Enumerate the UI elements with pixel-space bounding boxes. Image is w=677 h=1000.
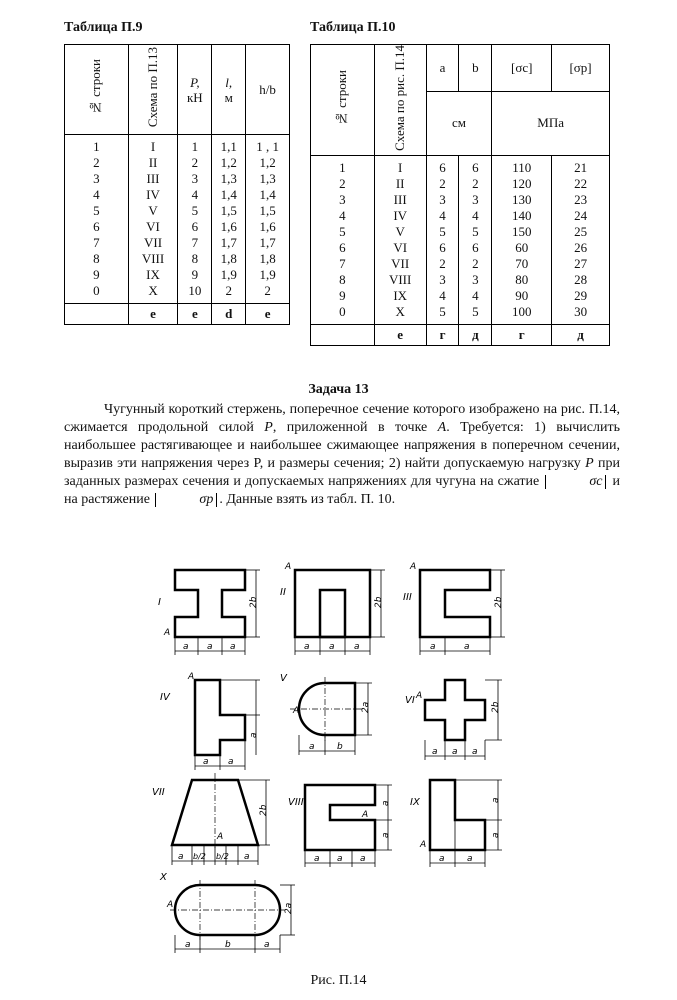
table9-cell: 1,7 <box>246 235 290 251</box>
table9-h-kn: кН <box>186 89 203 105</box>
dim-2b-III: 2b <box>494 596 504 608</box>
table9-caption: Таблица П.9 <box>64 20 143 35</box>
table9-row <box>65 203 290 219</box>
label-A-VIII: A <box>362 810 369 820</box>
table9-cell: 9 <box>178 267 212 283</box>
table10-h-sigp: [σp] <box>552 45 610 92</box>
table9-cell: III <box>128 171 178 187</box>
table9-footer-cell: d <box>212 304 246 325</box>
table9-cell: 1,9 <box>246 267 290 283</box>
dim-a-III-2: a <box>464 642 470 652</box>
table10-h-b: b <box>459 45 492 92</box>
table9-cell: 5 <box>65 203 129 219</box>
table9-cell: 1,4 <box>212 187 246 203</box>
table10-row <box>311 208 610 224</box>
table10-h-cm: см <box>426 91 492 155</box>
table9-h-hb: h/b <box>259 81 276 97</box>
table10-cell: 23 <box>552 192 610 208</box>
table9-cell: 1,2 <box>212 155 246 171</box>
table9-footer-cell <box>65 304 129 325</box>
task-text-5: и на растяжение <box>64 474 620 507</box>
table10-h-sigc: [σc] <box>492 45 552 92</box>
dim-2b-VII: 2b <box>259 804 269 816</box>
table9-cell: 2 <box>246 283 290 304</box>
table9-cell: 1,5 <box>246 203 290 219</box>
table10-row <box>311 256 610 272</box>
table9-cell: 7 <box>65 235 129 251</box>
table9-cell: 1,3 <box>212 171 246 187</box>
table9-cell: 4 <box>65 187 129 203</box>
table9-cell: 1 <box>65 135 129 156</box>
table9-cell: 1,8 <box>246 251 290 267</box>
dim-b-V: b <box>337 742 343 752</box>
table9-cell: 10 <box>178 283 212 304</box>
table9-row <box>65 187 290 203</box>
section-VIII <box>288 785 392 867</box>
section-I <box>158 570 260 655</box>
dim-a-IV-3: a <box>249 732 259 738</box>
table10-cell: 6 <box>459 240 492 256</box>
table9-cell: 1,6 <box>246 219 290 235</box>
dim-a-VI-1: a <box>432 747 438 757</box>
table10-cell: 29 <box>552 288 610 304</box>
dim-b2-VII-2: b/2 <box>216 852 229 861</box>
table10-cell: 7 <box>311 256 375 272</box>
table10-cell: 4 <box>311 208 375 224</box>
dim-a-VIII-1: a <box>314 854 320 864</box>
label-X: X <box>160 872 167 883</box>
label-A-X: A <box>167 900 174 910</box>
label-A-I: A <box>164 628 171 638</box>
label-A-II: A <box>285 562 292 572</box>
table10-cell: 90 <box>492 288 552 304</box>
dim-a-VII-2: a <box>244 852 250 862</box>
table10-cell: 120 <box>492 176 552 192</box>
dim-a-VIII-2: a <box>337 854 343 864</box>
table9-footer-cell: е <box>128 304 178 325</box>
dim-a-I-2: a <box>207 642 213 652</box>
table9-cell: 5 <box>178 203 212 219</box>
table10-cell: 4 <box>426 288 459 304</box>
figure-p14 <box>130 555 550 965</box>
table9-cell: 1,3 <box>246 171 290 187</box>
table9-cell: 4 <box>178 187 212 203</box>
table10-cell: 24 <box>552 208 610 224</box>
dim-a-II-3: a <box>354 642 360 652</box>
dim-a-VIII-5: a <box>381 832 391 838</box>
table9-h-l: l, <box>225 74 233 90</box>
table10-footer-cell: е <box>374 324 426 345</box>
table10-cell: 6 <box>426 240 459 256</box>
table10-cell: 5 <box>311 224 375 240</box>
table10-footer-cell: г <box>426 324 459 345</box>
table10-cell: 2 <box>459 256 492 272</box>
task-text <box>64 401 620 509</box>
table9-footer-row <box>65 304 290 325</box>
table9-row <box>65 219 290 235</box>
table10-cell: 3 <box>311 192 375 208</box>
table10-cell: 2 <box>426 256 459 272</box>
label-A-IX: A <box>420 840 427 850</box>
dim-a-II-1: a <box>304 642 310 652</box>
table9-cell: VI <box>128 219 178 235</box>
table10-cell: 1 <box>311 155 375 176</box>
dim-2b-I: 2b <box>249 596 259 608</box>
table10-cell: IV <box>374 208 426 224</box>
dim-a-IV-1: a <box>203 757 209 767</box>
task-text-3: . Требуется: 1) вычислить наибольшее растягивающее и наибольшее сжимающее напряжения в поперечном сечении, выразив эти напряжения через P, и размеры сечения; 2) найти допускаемую нагрузку <box>64 420 620 471</box>
label-II: II <box>280 587 286 598</box>
table10-row <box>311 192 610 208</box>
dim-b-X: b <box>225 940 231 950</box>
label-A-VI: A <box>416 691 423 701</box>
table9-row <box>65 267 290 283</box>
label-IV: IV <box>160 692 170 703</box>
dim-2b-II: 2b <box>374 596 384 608</box>
dim-a-X-1: a <box>185 940 191 950</box>
table10-cell: X <box>374 304 426 325</box>
label-A-V: A <box>293 706 300 716</box>
table9-cell: 1,5 <box>212 203 246 219</box>
table9-cell: 9 <box>65 267 129 283</box>
table10-row <box>311 288 610 304</box>
figure-caption: Рис. П.14 <box>310 973 367 988</box>
table10-cell: 3 <box>459 192 492 208</box>
table9-cell: 6 <box>65 219 129 235</box>
table9-cell: 7 <box>178 235 212 251</box>
table9-cell: 3 <box>178 171 212 187</box>
table9-h-scheme: Схема по П.13 <box>145 47 161 128</box>
table10-footer-row <box>311 324 610 345</box>
table9-row <box>65 283 290 304</box>
task-sigma-c: σc <box>545 475 606 489</box>
table9-cell: 1 <box>178 135 212 156</box>
dim-a-VIII-3: a <box>360 854 366 864</box>
label-VI: VI <box>405 695 415 706</box>
table10-cell: 2 <box>426 176 459 192</box>
dim-a-I-3: a <box>230 642 236 652</box>
table9-cell: 0 <box>65 283 129 304</box>
table10-cell: 6 <box>459 155 492 176</box>
dim-a-IX-4: a <box>491 832 501 838</box>
table9-cell: X <box>128 283 178 304</box>
table10-cell: V <box>374 224 426 240</box>
table9-cell: IV <box>128 187 178 203</box>
table10-cell: IX <box>374 288 426 304</box>
dim-2a-V: 2a <box>361 701 371 713</box>
section-X <box>159 872 295 953</box>
table10-cell: 8 <box>311 272 375 288</box>
table10-cell: 4 <box>426 208 459 224</box>
table10-footer-cell: г <box>492 324 552 345</box>
dim-a-III-1: a <box>430 642 436 652</box>
table10-cell: 27 <box>552 256 610 272</box>
table9-cell: 1,7 <box>212 235 246 251</box>
table10-cell: 9 <box>311 288 375 304</box>
table10-cell: 110 <box>492 155 552 176</box>
section-II <box>280 562 385 655</box>
table9-row <box>65 135 290 156</box>
table10-footer-cell: д <box>459 324 492 345</box>
table10-cell: 28 <box>552 272 610 288</box>
table10-cell: III <box>374 192 426 208</box>
task-text-2: , приложенной в точке <box>272 420 438 435</box>
section-VII <box>152 773 270 865</box>
label-I: I <box>158 597 161 608</box>
table10-header-row1 <box>311 45 610 92</box>
table9-cell: 3 <box>65 171 129 187</box>
label-IX: IX <box>410 797 420 808</box>
table10-h-a: a <box>426 45 459 92</box>
table9-row <box>65 251 290 267</box>
table9-footer-cell: е <box>178 304 212 325</box>
dim-a-IV-2: a <box>228 757 234 767</box>
dim-a-VI-3: a <box>472 747 478 757</box>
task-sigma-p: σp <box>155 493 217 507</box>
task-text-6: . Данные взять из табл. П. 10. <box>219 492 396 507</box>
table10-cell: 5 <box>459 304 492 325</box>
task-p-1: P <box>264 420 273 435</box>
table10-cell: VII <box>374 256 426 272</box>
table10-cell: VIII <box>374 272 426 288</box>
table9-cell: 2 <box>65 155 129 171</box>
table9-cell: 8 <box>178 251 212 267</box>
table9-cell: 1,1 <box>212 135 246 156</box>
dim-a-IX-3: a <box>491 797 501 803</box>
table9-cell: IX <box>128 267 178 283</box>
table9-cell: V <box>128 203 178 219</box>
table9-h-m: м <box>224 89 233 105</box>
dim-a-VIII-4: a <box>381 800 391 806</box>
task-a: A <box>437 420 447 435</box>
table10-cell: 6 <box>426 155 459 176</box>
table10-cell: 5 <box>459 224 492 240</box>
table10-row <box>311 176 610 192</box>
table9-footer-cell: е <box>246 304 290 325</box>
dim-2b-VI: 2b <box>491 701 501 713</box>
table10-cell: II <box>374 176 426 192</box>
table-10 <box>310 44 610 346</box>
table10-cell: 3 <box>426 192 459 208</box>
table10-cell: 150 <box>492 224 552 240</box>
label-A-IV: A <box>188 672 195 682</box>
table-9 <box>64 44 290 325</box>
table10-h-mpa: МПа <box>492 91 610 155</box>
task-text-1: Чугунный короткий стержень, поперечное сечение которого изображено на рис. П.14, сжимается продольной силой <box>64 402 620 435</box>
dim-b2-VII-1: b/2 <box>193 852 206 861</box>
table10-row <box>311 304 610 325</box>
table10-cell: 0 <box>311 304 375 325</box>
dim-a-VI-2: a <box>452 747 458 757</box>
dim-2a-X: 2a <box>284 902 294 914</box>
table10-footer-cell <box>311 324 375 345</box>
table10-footer-cell: д <box>552 324 610 345</box>
section-VI <box>405 680 502 760</box>
table10-cell: VI <box>374 240 426 256</box>
table10-caption: Таблица П.10 <box>310 20 396 35</box>
table9-cell: 1,8 <box>212 251 246 267</box>
table9-row <box>65 155 290 171</box>
table10-row <box>311 155 610 176</box>
table10-cell: 3 <box>459 272 492 288</box>
table10-cell: 70 <box>492 256 552 272</box>
table9-cell: 6 <box>178 219 212 235</box>
table10-cell: 4 <box>459 208 492 224</box>
table9-h-p: P, <box>190 74 200 90</box>
table10-cell: 4 <box>459 288 492 304</box>
table10-row <box>311 224 610 240</box>
table10-cell: 5 <box>426 304 459 325</box>
task-title: Задача 13 <box>308 382 369 397</box>
dim-a-V: a <box>309 742 315 752</box>
table9-cell: 1,2 <box>246 155 290 171</box>
task-text-4: при заданных размерах сечения и допускаемых напряжениях для чугуна на сжатие <box>64 456 621 489</box>
table9-h-row: № строки <box>88 59 104 116</box>
table10-cell: 140 <box>492 208 552 224</box>
table10-cell: 80 <box>492 272 552 288</box>
label-A-VII: A <box>217 832 224 842</box>
table9-cell: 1,4 <box>246 187 290 203</box>
table10-cell: 22 <box>552 176 610 192</box>
table9-cell: 1 , 1 <box>246 135 290 156</box>
table10-cell: 25 <box>552 224 610 240</box>
table10-cell: I <box>374 155 426 176</box>
section-III <box>403 562 505 655</box>
table9-row <box>65 235 290 251</box>
table9-cell: 1,6 <box>212 219 246 235</box>
table10-cell: 100 <box>492 304 552 325</box>
table10-cell: 21 <box>552 155 610 176</box>
table10-h-row: № строки <box>334 69 350 126</box>
table10-h-scheme: Схема по рис. П.14 <box>392 45 408 151</box>
table10-cell: 2 <box>311 176 375 192</box>
label-V: V <box>280 673 287 684</box>
label-A-III: A <box>410 562 417 572</box>
label-III: III <box>403 592 412 603</box>
section-IV <box>160 672 260 770</box>
dim-a-VII-1: a <box>178 852 184 862</box>
dim-a-I-1: a <box>183 642 189 652</box>
dim-a-IX-1: a <box>439 854 445 864</box>
section-V <box>280 673 372 755</box>
dim-a-IX-2: a <box>467 854 473 864</box>
label-VIII: VIII <box>288 797 304 808</box>
table9-header-row <box>65 45 290 135</box>
table9-cell: 2 <box>178 155 212 171</box>
table10-cell: 130 <box>492 192 552 208</box>
section-IX <box>410 780 502 867</box>
table10-cell: 3 <box>426 272 459 288</box>
table10-cell: 2 <box>459 176 492 192</box>
table9-cell: I <box>128 135 178 156</box>
table10-cell: 6 <box>311 240 375 256</box>
table9-cell: 1,9 <box>212 267 246 283</box>
table10-cell: 60 <box>492 240 552 256</box>
table9-cell: 8 <box>65 251 129 267</box>
table10-row <box>311 272 610 288</box>
table9-cell: II <box>128 155 178 171</box>
label-VII: VII <box>152 787 165 798</box>
dim-a-X-2: a <box>264 940 270 950</box>
table10-cell: 26 <box>552 240 610 256</box>
table10-cell: 30 <box>552 304 610 325</box>
table10-cell: 5 <box>426 224 459 240</box>
table10-row <box>311 240 610 256</box>
table9-row <box>65 171 290 187</box>
table9-cell: 2 <box>212 283 246 304</box>
table9-cell: VII <box>128 235 178 251</box>
task-p-2: P <box>585 456 594 471</box>
dim-a-II-2: a <box>329 642 335 652</box>
table9-cell: VIII <box>128 251 178 267</box>
